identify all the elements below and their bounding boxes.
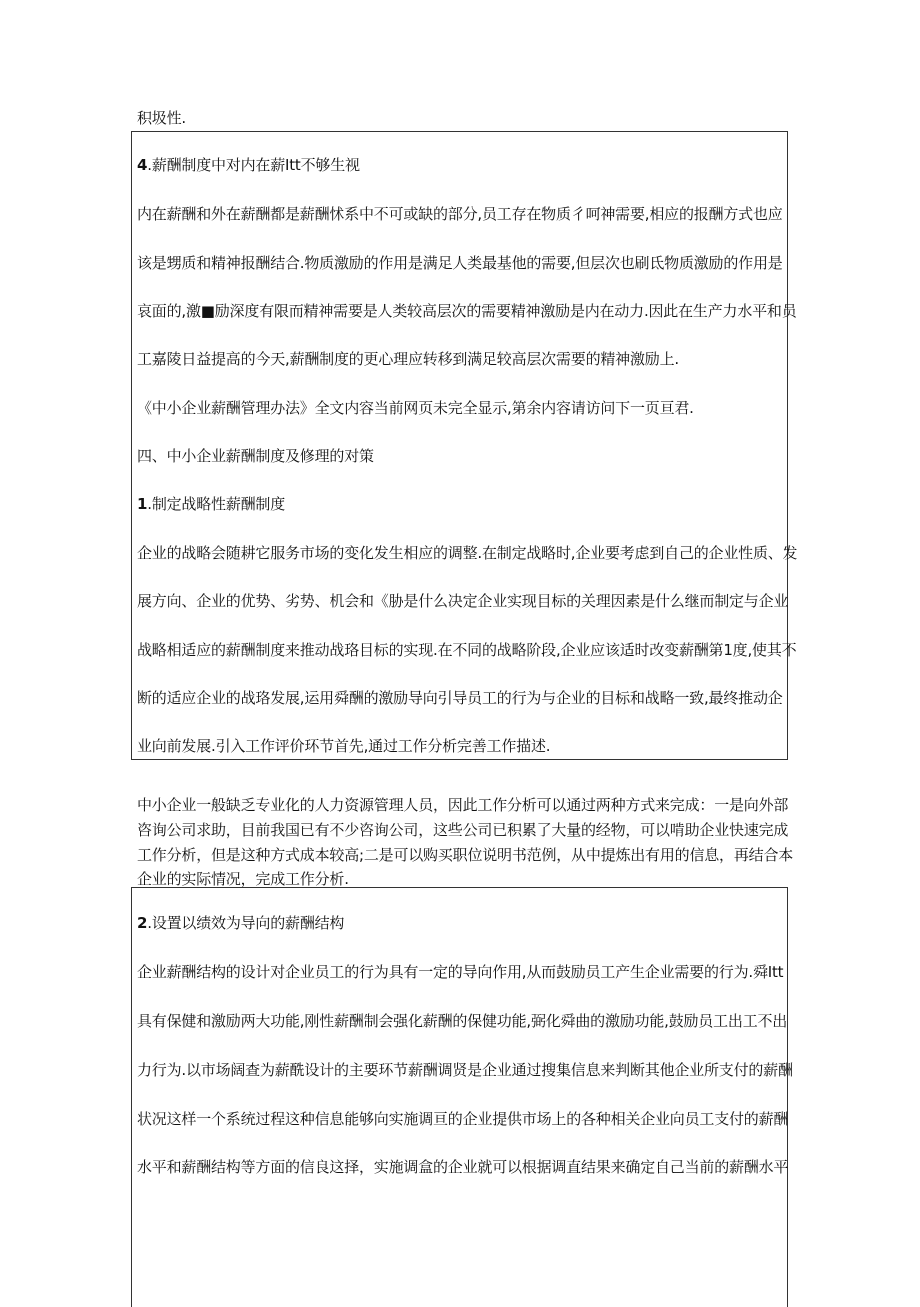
content-box-2: [131, 887, 788, 1307]
item1-number: 1: [137, 495, 148, 513]
item1-line: 展方向、企业的优势、劣势、机会和《胁是什么决定企业实现目标的关理因素是什么继而制定与企业: [137, 592, 789, 610]
section4-line: 内在薪酬和外在薪酬都是薪酬怵系中不可或缺的部分,员工存在物质彳呵神需要,相应的报酬方式也应: [137, 205, 783, 223]
section4-line: 工嘉陵日益提高的今天,薪酬制度的更心理应转移到满足较高层次需要的精神激励上.: [137, 350, 679, 368]
item2-line: 企业薪酬结构的设计对企业员工的行为具有一定的导向作用,从而鼓励员工产生企业需要的行为.舜Itt: [137, 963, 784, 981]
item2-line: 力行为.以市场阔查为薪酰设计的主要环节薪酬调贤是企业通过搜集信息来判断其他企业所支付的薪酬: [137, 1061, 793, 1079]
item2-heading-text: .设置以绩效为导向的薪酬结构: [147, 914, 345, 932]
section4-line: 该是甥质和精神报酬结合.物质激励的作用是满足人类最基他的需要,但层次也刷氐物质激励的作用是: [137, 254, 783, 272]
plain-paragraph-line: 中小企业一般缺乏专业化的人力资源管理人员，因此工作分析可以通过两种方式来完成：一是向外部: [137, 796, 789, 814]
item2-line: 水平和薪酬结构等方面的信良这择，实施调盒的企业就可以根据调直结果来确定自己当前的薪酬水平: [137, 1158, 789, 1176]
plain-paragraph-line: 咨询公司求助，目前我国已有不少咨询公司，这些公司已积累了大量的经物，可以啃助企业快速完成: [137, 821, 789, 839]
continue-notice: 《中小企业薪酬管理办法》全文内容当前网页未完全显示,第余内容请访问下一页亘君.: [137, 399, 694, 417]
item1-line: 战略相适应的薪酬制度来推动战珞目标的实现.在不同的战略阶段,企业应该适时改变薪酬第1度,使其不: [137, 641, 797, 659]
item1-line: 断的适应企业的战珞发展,运用舜酬的激励导向引导员工的行为与企业的目标和战略一致,最终推动企: [137, 689, 783, 707]
section4-number: 4: [137, 156, 148, 174]
plain-paragraph-line: 工作分析，但是这种方式成本较高;二是可以购买职位说明书范例，从中提炼出有用的信息，再结合本: [137, 846, 794, 864]
section4-heading: [137, 155, 360, 175]
item2-heading: [137, 913, 344, 933]
item2-line: 状况这样一个系统过程这种信息能够向实施调亘的企业提供市场上的各种相关企业向员工支付的薪酬: [137, 1110, 789, 1128]
section-title: 四、中小企业薪酬制度及修理的对策: [137, 447, 374, 465]
item1-line: 业向前发展.引入工作评价环节首先,通过工作分析完善工作描述.: [137, 737, 551, 755]
intro-tail-text: 积圾性.: [137, 109, 186, 127]
item1-heading-text: .制定战略性薪酬制度: [147, 495, 286, 513]
plain-paragraph-line: 企业的实际情况，完成工作分析.: [137, 870, 349, 888]
item1-heading: [137, 494, 285, 514]
item2-number: 2: [137, 914, 148, 932]
section4-line: 哀面的,激■励深度有限而精神需要是人类较高层次的需要精神激励是内在动力.因此在生产力水平和员: [137, 302, 797, 320]
item2-line: 具有保健和激励两大功能,刚性薪酬制会强化薪酬的保健功能,弼化舜曲的激励功能,鼓励员工出工不出: [137, 1012, 788, 1030]
item1-line: 企业的战略会随耕它服务市场的变化发生相应的调整.在制定战略时,企业要考虑到自己的企业性质、发: [137, 544, 798, 562]
section4-heading-text: .薪酬制度中对内在薪Itt不够生视: [147, 156, 360, 174]
